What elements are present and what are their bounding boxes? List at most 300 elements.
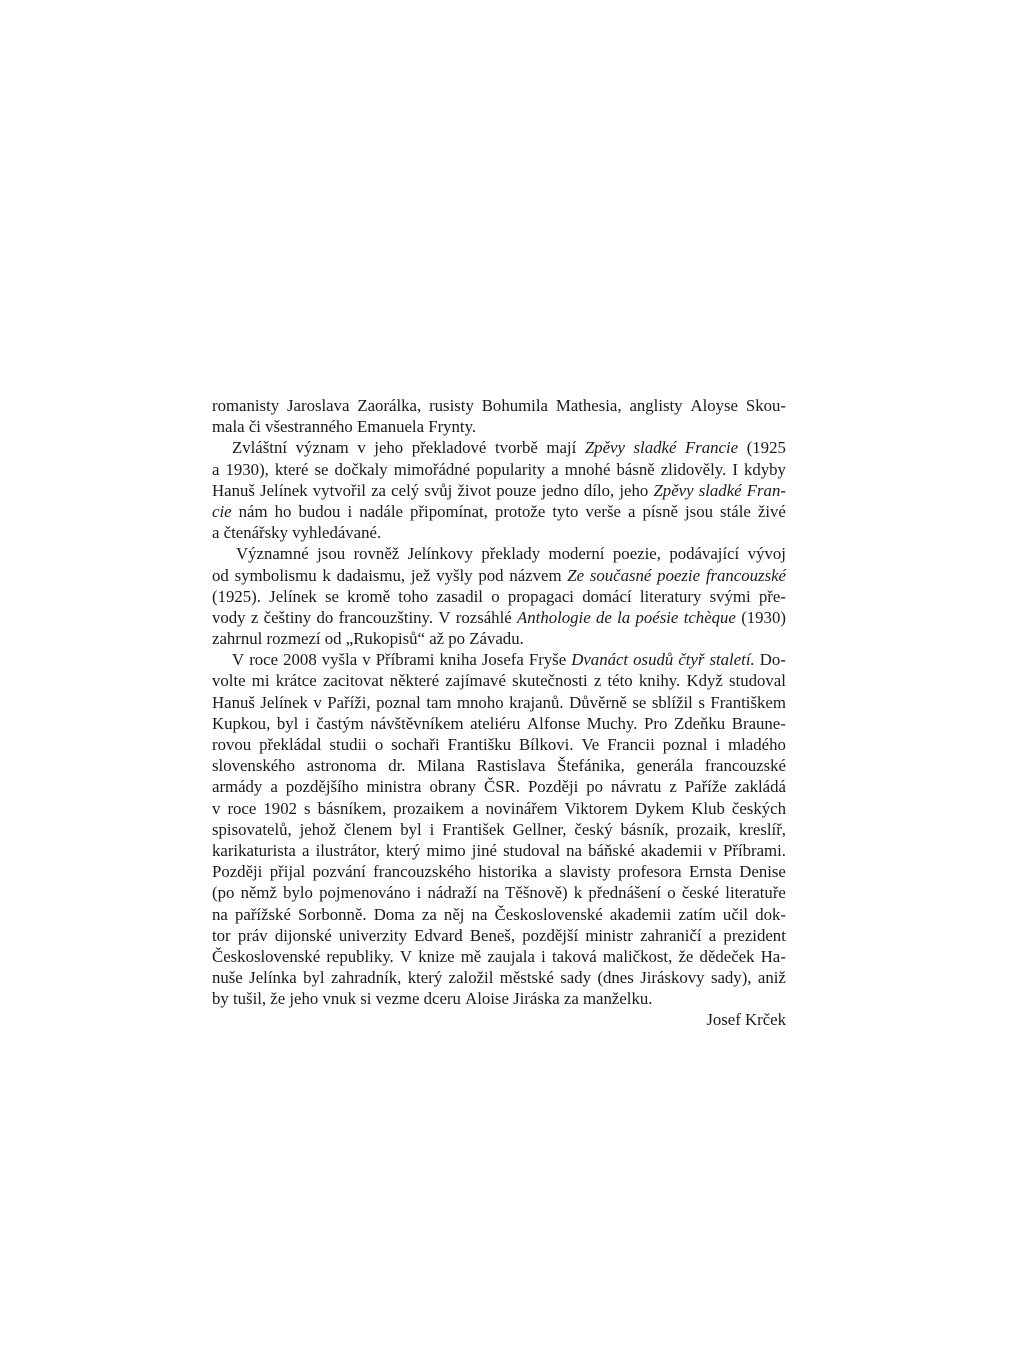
italic-word: Zpěvy bbox=[653, 480, 694, 500]
word: Později bbox=[212, 862, 263, 882]
word: založil bbox=[448, 968, 494, 988]
word: Jelínka bbox=[249, 968, 297, 988]
word: Frynty. bbox=[428, 417, 477, 437]
word: podávající bbox=[669, 544, 740, 564]
word: Ve bbox=[581, 735, 600, 754]
word: prozaik, bbox=[676, 819, 731, 839]
text-line bbox=[212, 649, 786, 670]
word: Skou- bbox=[745, 396, 786, 415]
word: a bbox=[551, 459, 559, 479]
word: Edvard bbox=[414, 925, 463, 945]
word: knihy. bbox=[638, 671, 681, 691]
word: skutečnosti bbox=[512, 671, 588, 691]
word: vnuk bbox=[322, 989, 361, 1009]
word: všestranného bbox=[265, 417, 357, 437]
word: univerzity bbox=[338, 925, 407, 945]
word: členem bbox=[343, 819, 393, 839]
word: mladého bbox=[728, 735, 786, 754]
word: které bbox=[274, 459, 309, 479]
word: kreslíř, bbox=[738, 819, 786, 839]
word: (dnes bbox=[597, 968, 634, 988]
word: význam bbox=[295, 438, 349, 458]
text-line bbox=[212, 713, 786, 734]
word: prezident bbox=[723, 925, 786, 945]
word: této bbox=[607, 671, 633, 691]
word: Pro bbox=[644, 713, 668, 733]
word: mě bbox=[460, 946, 482, 966]
word: a bbox=[302, 840, 310, 860]
word: Bohumila bbox=[481, 396, 548, 415]
word: o bbox=[491, 586, 500, 606]
word: či bbox=[248, 417, 266, 437]
word: ministra bbox=[366, 777, 422, 797]
word: roce bbox=[227, 798, 257, 818]
word: čtenářsky bbox=[223, 523, 293, 543]
word: Muchy. bbox=[586, 713, 638, 733]
word: poznal bbox=[662, 735, 708, 754]
text-line bbox=[212, 840, 786, 861]
word: kdyby bbox=[743, 459, 786, 479]
word: a bbox=[212, 459, 220, 479]
word: pozdějšího bbox=[285, 777, 359, 797]
word: Milana bbox=[417, 756, 465, 776]
word: verše bbox=[585, 501, 621, 521]
italic-word: poezie bbox=[657, 565, 701, 585]
text-line bbox=[212, 607, 786, 628]
word: jsou bbox=[685, 501, 713, 521]
word: Závadu. bbox=[469, 629, 524, 649]
word: anglisty bbox=[629, 396, 683, 415]
word: Mathesia, bbox=[555, 396, 622, 415]
word: profesora bbox=[618, 862, 682, 882]
word: z bbox=[593, 671, 602, 691]
word: Bílkovi. bbox=[518, 735, 574, 754]
word: spisovatelů, bbox=[212, 819, 292, 839]
word: zatím bbox=[678, 904, 716, 924]
text-line bbox=[212, 395, 786, 416]
word: i bbox=[541, 946, 546, 966]
word: Později bbox=[527, 777, 579, 797]
word: V bbox=[232, 650, 245, 670]
italic-word: čtyř bbox=[678, 650, 705, 670]
word: který bbox=[385, 840, 421, 860]
word: jsou bbox=[317, 544, 346, 564]
word: návratu bbox=[611, 777, 662, 797]
word: rusisty bbox=[429, 396, 474, 415]
word: studoval bbox=[729, 671, 786, 691]
word: popularity bbox=[476, 459, 546, 479]
word: francouzského bbox=[373, 862, 472, 882]
word: k bbox=[573, 883, 583, 903]
text-line bbox=[212, 543, 786, 564]
word: Paříže bbox=[684, 777, 727, 797]
text-line bbox=[212, 459, 786, 480]
italic-word: staletí. bbox=[709, 650, 755, 670]
text-line bbox=[212, 670, 786, 691]
word: vody bbox=[212, 607, 246, 627]
word: české bbox=[681, 883, 720, 903]
word: krajanů. bbox=[509, 692, 564, 712]
text-line bbox=[212, 882, 786, 903]
word: mnoho bbox=[456, 692, 504, 712]
word: jeho bbox=[374, 438, 404, 458]
word: celý bbox=[391, 480, 420, 500]
word: Kupkou, bbox=[212, 713, 271, 733]
word: Významné bbox=[236, 544, 309, 564]
word: českých bbox=[731, 798, 786, 818]
word: Ha- bbox=[760, 946, 786, 966]
word: s bbox=[304, 798, 311, 818]
word: na bbox=[566, 840, 582, 860]
word: Františkem bbox=[710, 692, 786, 712]
word: Klub bbox=[691, 798, 725, 818]
italic-word: la bbox=[617, 607, 631, 627]
word: i bbox=[715, 735, 721, 754]
word: akademii bbox=[609, 904, 672, 924]
word: z bbox=[669, 777, 677, 797]
word: tušil, bbox=[232, 989, 271, 1009]
text-line bbox=[212, 946, 786, 967]
word: sady bbox=[560, 968, 592, 988]
word: a bbox=[627, 501, 636, 521]
word: pře- bbox=[758, 586, 786, 606]
word: zasadil bbox=[436, 586, 483, 606]
word: za bbox=[371, 480, 386, 500]
word: Aloise bbox=[465, 989, 514, 1009]
word: mají bbox=[546, 438, 577, 458]
word: básně bbox=[616, 459, 655, 479]
word: novinářem bbox=[485, 798, 558, 818]
word: jež bbox=[410, 565, 431, 585]
word: taková bbox=[551, 946, 597, 966]
word: Do- bbox=[759, 650, 786, 670]
word: (1930) bbox=[741, 607, 786, 627]
word: Jelínek bbox=[269, 586, 317, 606]
text-line bbox=[212, 692, 786, 713]
word: toho bbox=[398, 586, 429, 606]
word: dijonské bbox=[274, 925, 332, 945]
word: práv bbox=[237, 925, 268, 945]
word: budou bbox=[298, 501, 341, 521]
word: pozdější bbox=[522, 925, 579, 945]
word: zajímavé bbox=[445, 671, 506, 691]
word: prozaikem bbox=[393, 798, 465, 818]
text-line bbox=[212, 819, 786, 840]
word: rovou bbox=[212, 735, 252, 754]
word: dadaismu, bbox=[336, 565, 406, 585]
word: symbolismu bbox=[234, 565, 317, 585]
word: tyto bbox=[552, 501, 579, 521]
text-line bbox=[212, 565, 786, 586]
word: domácí bbox=[582, 586, 632, 606]
word: připomínat, bbox=[410, 501, 488, 521]
word: František bbox=[442, 819, 505, 839]
word: do bbox=[316, 607, 334, 627]
word: mnohé bbox=[564, 459, 611, 479]
word: byl bbox=[400, 819, 422, 839]
word: dílo, bbox=[583, 480, 615, 500]
word: armády bbox=[212, 777, 263, 797]
word: Československé bbox=[212, 946, 321, 966]
word: V bbox=[438, 607, 451, 627]
italic-word: cie bbox=[212, 501, 232, 521]
italic-word: Ze bbox=[567, 565, 585, 585]
word: mi bbox=[251, 671, 270, 691]
word: Emanuela bbox=[356, 417, 429, 437]
word: živé bbox=[757, 501, 786, 521]
word: písně bbox=[642, 501, 678, 521]
word: pojmenováno bbox=[319, 883, 411, 903]
word: Jaroslava bbox=[287, 396, 350, 415]
word: (po bbox=[212, 883, 235, 903]
word: ČSR. bbox=[484, 777, 520, 797]
word: stále bbox=[720, 501, 751, 521]
word: dědeček bbox=[699, 946, 755, 966]
italic-word: Francie bbox=[684, 438, 739, 458]
word: literatuře bbox=[725, 883, 786, 903]
word: slavisty bbox=[559, 862, 611, 882]
word: dok- bbox=[755, 904, 786, 924]
word: zahrnul bbox=[212, 629, 267, 649]
word: zlidověly. bbox=[660, 459, 727, 479]
word: vyšly bbox=[436, 565, 473, 585]
word: jeho bbox=[289, 989, 323, 1009]
word: by bbox=[212, 989, 233, 1009]
word: po bbox=[448, 629, 470, 649]
word: básníkem, bbox=[317, 798, 387, 818]
word: jeho bbox=[619, 480, 649, 500]
word: ho bbox=[274, 501, 292, 521]
word: s bbox=[698, 692, 705, 712]
word: svůj bbox=[424, 480, 453, 500]
word: Když bbox=[686, 671, 723, 691]
word: obrany bbox=[429, 777, 477, 797]
italic-word: sladké bbox=[633, 438, 677, 458]
word: dceru bbox=[423, 989, 466, 1009]
word: Sorbonně. bbox=[298, 904, 367, 924]
word: moderní bbox=[548, 544, 605, 564]
word: slovenského bbox=[212, 756, 295, 776]
word: Paříži, bbox=[327, 692, 371, 712]
word: (1925). bbox=[212, 586, 261, 606]
word: v bbox=[362, 650, 371, 670]
text-line bbox=[212, 480, 786, 501]
word: městské bbox=[499, 968, 554, 988]
word: mimořádné bbox=[393, 459, 471, 479]
word: byl bbox=[276, 713, 299, 733]
text-line bbox=[212, 798, 786, 819]
word: i bbox=[347, 501, 353, 521]
word: báňské bbox=[588, 840, 635, 860]
text-line bbox=[212, 925, 786, 946]
text-line bbox=[212, 861, 786, 882]
word: mimo bbox=[426, 840, 466, 860]
italic-word: sladké bbox=[698, 480, 742, 500]
text-line bbox=[212, 501, 786, 522]
word: za bbox=[421, 904, 437, 924]
word: dočkaly bbox=[334, 459, 388, 479]
word: němž bbox=[240, 883, 277, 903]
word: jehož bbox=[299, 819, 336, 839]
word: básník, bbox=[620, 819, 669, 839]
word: který bbox=[407, 968, 443, 988]
text-line bbox=[212, 776, 786, 797]
word: že bbox=[678, 946, 694, 966]
word: Jelínek bbox=[260, 692, 308, 712]
word: manželku. bbox=[583, 989, 653, 1009]
word: češtiny bbox=[263, 607, 312, 627]
word: Denise bbox=[739, 862, 786, 882]
word: historika bbox=[478, 862, 538, 882]
italic-word: osudů bbox=[633, 650, 674, 670]
word: Rastislava bbox=[476, 756, 546, 776]
word: překládal bbox=[259, 735, 322, 754]
text-line bbox=[212, 734, 786, 755]
word: Josefa bbox=[481, 650, 524, 670]
word: kromě bbox=[347, 586, 391, 606]
word: Beneš, bbox=[469, 925, 516, 945]
word: že bbox=[270, 989, 290, 1009]
word: v bbox=[357, 438, 366, 458]
word: francouzštiny. bbox=[338, 607, 434, 627]
text-line bbox=[212, 988, 786, 1009]
word: a bbox=[708, 925, 717, 945]
word: Františku bbox=[447, 735, 512, 754]
italic-word: francouzské bbox=[705, 565, 786, 585]
word: v bbox=[313, 692, 322, 712]
word: se bbox=[324, 586, 339, 606]
word: Jelínek bbox=[260, 480, 308, 500]
word: a bbox=[544, 862, 553, 882]
word: učil bbox=[722, 904, 749, 924]
word: Braune- bbox=[731, 713, 786, 733]
text-line bbox=[212, 628, 786, 649]
word: překladové bbox=[411, 438, 487, 458]
word: nám bbox=[238, 501, 268, 521]
word: francouzské bbox=[704, 756, 786, 776]
word: z bbox=[250, 607, 259, 627]
word: Viktorem bbox=[564, 798, 628, 818]
word: dr. bbox=[388, 756, 406, 776]
word: Jiráska bbox=[513, 989, 564, 1009]
word: studii bbox=[329, 735, 367, 754]
word: o bbox=[667, 883, 676, 903]
word: vezme bbox=[375, 989, 424, 1009]
word: aniž bbox=[757, 968, 786, 988]
word: se bbox=[632, 692, 647, 712]
word: český bbox=[574, 819, 613, 839]
word: sady), bbox=[710, 968, 752, 988]
word: až bbox=[429, 629, 449, 649]
word: Československé bbox=[494, 904, 603, 924]
word: byl bbox=[303, 968, 325, 988]
word: Doma bbox=[373, 904, 415, 924]
text-line bbox=[212, 755, 786, 776]
word: za bbox=[563, 989, 583, 1009]
word: si bbox=[360, 989, 376, 1009]
word: zakládá bbox=[734, 777, 786, 797]
word: zacitovat bbox=[322, 671, 384, 691]
word: karikaturista bbox=[212, 840, 296, 860]
text-line bbox=[212, 586, 786, 607]
word: a bbox=[471, 798, 479, 818]
word: se bbox=[314, 459, 329, 479]
word: 1902 bbox=[263, 798, 297, 818]
word: a bbox=[212, 523, 224, 543]
word: jiné bbox=[471, 840, 497, 860]
word: i bbox=[416, 883, 422, 903]
word: o bbox=[374, 735, 384, 754]
word: na bbox=[471, 904, 488, 924]
word: návštěvníkem bbox=[370, 713, 464, 733]
word: Hanuš bbox=[212, 480, 255, 500]
word: přijal bbox=[269, 862, 306, 882]
word: život bbox=[457, 480, 492, 500]
italic-word: Anthologie bbox=[517, 607, 591, 627]
word: roce bbox=[249, 650, 279, 670]
word: v bbox=[708, 840, 717, 860]
word: Jiráskovy bbox=[640, 968, 705, 988]
word: literatury bbox=[639, 586, 702, 606]
text-line bbox=[212, 522, 786, 543]
word: některé bbox=[389, 671, 440, 691]
word: vyhledávané. bbox=[292, 523, 382, 543]
word: rovněž bbox=[353, 544, 400, 564]
word: Hanuš bbox=[212, 692, 255, 712]
word: republiky. bbox=[326, 946, 394, 966]
word: častým bbox=[316, 713, 364, 733]
word: názvem bbox=[509, 565, 562, 585]
word: k bbox=[322, 565, 331, 585]
word: tor bbox=[212, 925, 231, 945]
italic-word: tchèque bbox=[683, 607, 736, 627]
word: vývoj bbox=[747, 544, 786, 564]
word: na bbox=[483, 883, 499, 903]
word: pařížské bbox=[234, 904, 291, 924]
word: jedno bbox=[541, 480, 579, 500]
word: tvorbě bbox=[494, 438, 538, 458]
word: Štefánika, bbox=[557, 756, 625, 776]
word: Aloyse bbox=[690, 396, 739, 415]
word: Důvěrně bbox=[569, 692, 627, 712]
word: generála bbox=[636, 756, 694, 776]
signature: Josef Krček bbox=[706, 1010, 786, 1030]
word: pozvání bbox=[312, 862, 366, 882]
word: volte bbox=[212, 671, 246, 691]
word: (1925 bbox=[746, 438, 786, 458]
word: studoval bbox=[503, 840, 560, 860]
word: překlady bbox=[481, 544, 541, 564]
word: nádraží bbox=[427, 883, 477, 903]
word: kniha bbox=[439, 650, 477, 670]
word: zaujala bbox=[487, 946, 535, 966]
word: ilustrátor, bbox=[315, 840, 380, 860]
word: Příbrami. bbox=[723, 840, 786, 860]
word: přednášení bbox=[588, 883, 662, 903]
word: sblížil bbox=[651, 692, 693, 712]
word: knize bbox=[418, 946, 455, 966]
word: vyšla bbox=[321, 650, 358, 670]
signature-line bbox=[212, 1009, 786, 1030]
text-line bbox=[212, 416, 786, 437]
word: sochaři bbox=[391, 735, 440, 754]
text-line bbox=[212, 437, 786, 458]
word: Alfonse bbox=[527, 713, 581, 733]
word: poznal bbox=[376, 692, 421, 712]
text-block bbox=[212, 395, 786, 1031]
italic-word: poésie bbox=[635, 607, 679, 627]
word: něj bbox=[443, 904, 465, 924]
